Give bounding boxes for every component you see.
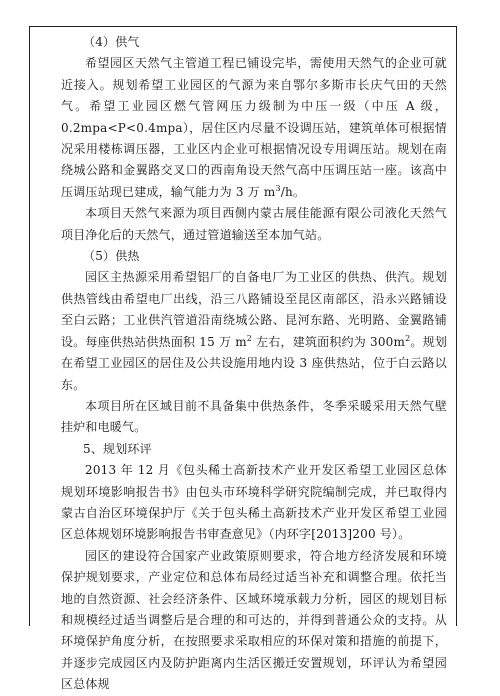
superscript-3: 3 [275, 183, 281, 193]
paragraph-gas-1-text: 希望园区天然气主管道工程已铺设完毕，需使用天然气的企业可就近接入。规划希望工业园区的气源为来自鄂尔多斯市长庆气田的天然气。希望工业园区燃气管网压力级制为中压一级（中压 A 级，0.2mpa<P<0.4mpa），居住区内尽量不设调压站，建筑单体可根据情况采用楼栋调压器，工业区内企业可根据情况设专用调压站。规划在南绕城公路和金翼路交叉口的西南角设天然气高中压调压站一座。该高中压调压站现已建成，输气能力为 3 万 m [61, 56, 447, 199]
paragraph-gas-1-end: /h。 [280, 184, 306, 199]
section-heading-heat: （5）供热 [83, 249, 140, 264]
paragraph-gas-2: 本项目天然气来源为项目西侧内蒙古展佳能源有限公司液化天然气项目净化后的天然气，通过管道输送至本加气站。 [61, 206, 447, 242]
section-heading-env: 5、规划环评 [83, 441, 152, 456]
document-body [61, 32, 447, 696]
section-heading-gas: （4）供气 [83, 35, 140, 49]
paragraph-heat-1-b: 左右，建筑面积约为 300m [252, 334, 406, 349]
paragraph-env-1: 2013 年 12 月《包头稀土高新技术产业开发区希望工业园区总体规划环境影响报告书》由包头市环境科学研究院编制完成，并已取得内蒙古自治区环境保护厅《关于包头稀土高新技术产业开发区希望工业园区总体规划环境影响报告书审查意见》（内环字[2013]200 号）。 [61, 463, 447, 542]
paragraph-gas-1 [61, 53, 447, 203]
superscript-2a: 2 [246, 333, 253, 343]
paragraph-heat-1-c: 。规划在希望工业园区的居住及公共设施用地内设 3 座供热站，位于白云路以东。 [61, 334, 447, 392]
paragraph-env-2: 园区的建设符合国家产业政策原则要求，符合地方经济发展和环境保护规划要求，产业定位和总体布局经过适当补充和调整合理。依托当地的自然资源、社会经济条件、区域环境承载力分析，园区的规划目标和规模经过适当调整后是合理的和可达的，并得到普通公众的支持。从环境保护角度分析，在按照要求采取相应的环保对策和措施的前提下，并逐步完成园区内及防护距离内生活区搬迁安置规划，环评认为希望园区总体规 [61, 548, 447, 692]
paragraph-heat-2: 本项目所在区域目前不具备集中供热条件，冬季采暖采用天然气壁挂炉和电暖气。 [61, 398, 447, 435]
paragraph-heat-1-a: 园区主热源采用希望铝厂的自备电厂为工业区的供热、供汽。规划供热管线由希望电厂出线，沿三八路铺设至昆区南部区，沿永兴路铺设至白云路；工业供汽管道沿南绕城公路、昆河东路、光明路、金翼路铺设。每座供热站供热面积 15 万 m [61, 270, 447, 349]
paragraph-heat-1 [61, 267, 447, 395]
superscript-2b: 2 [405, 333, 411, 343]
